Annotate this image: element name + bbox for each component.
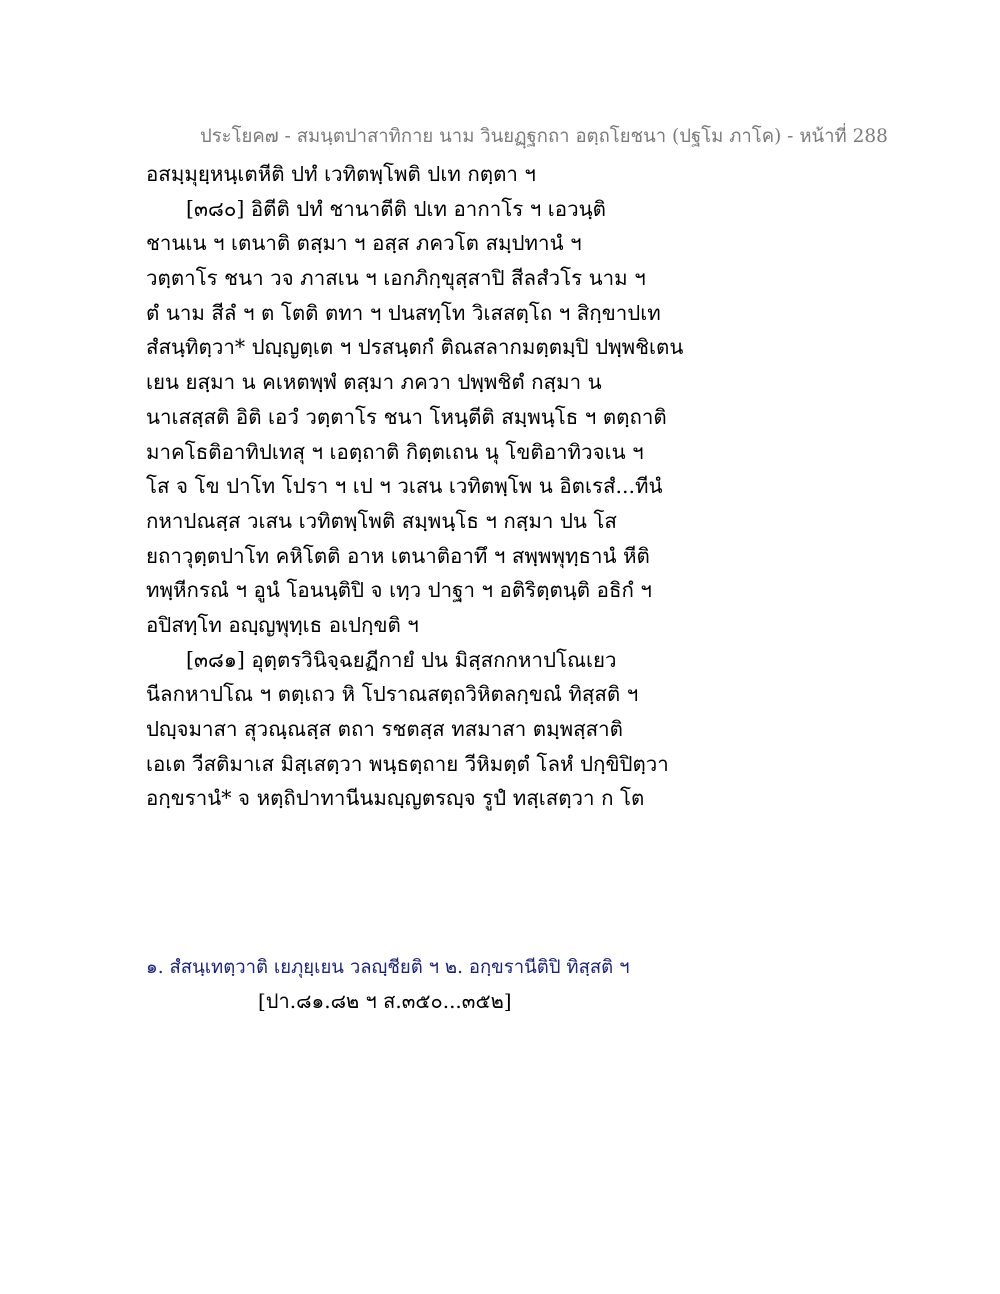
body-line: อกฺขรานํ* จ หตฺถิปาทานีนมญฺญตรญฺจ รูปํ ทสฺเสตฺวา ก โต [146, 786, 645, 811]
footnote-line: ๑. สํสนฺเทตฺวาติ เยภุยฺเยน วลญฺชียติ ฯ ๒. อกฺขรานีติปิ ทิสฺสติ ฯ [146, 957, 630, 978]
body-line-paragraph-start: [๓๘๐] อิตีติ ปทํ ชานาตีติ ปเท อากาโร ฯ เอวนฺติ [186, 196, 606, 221]
page-reference: [ปา.๘๑.๘๒ ฯ ส.๓๕๐...๓๕๒] [258, 989, 512, 1013]
body-line: โส จ โข ปาโท โปรา ฯ เป ฯ วเสน เวทิตพฺโพ น อิตเรสํ...ทีนํ [146, 474, 663, 499]
body-line: อสมฺมุยฺหนฺเตหีติ ปทํ เวทิตพฺโพติ ปเท กตฺตา ฯ [146, 162, 536, 186]
body-line: ทพฺหีกรณํ ฯ อูนํ โอนนฺติปิ จ เทฺว ปาฐา ฯ อติริตฺตนฺติ อธิกํ ฯ [146, 578, 652, 603]
body-line: เอเต วีสติมาเส มิสฺเสตฺวา พนฺธตฺถาย วีหิมตฺตํ โลหํ ปกฺขิปิตฺวา [146, 751, 669, 776]
body-text [146, 157, 966, 816]
body-line: สํสนฺทิตฺวา* ปญฺญตฺเต ฯ ปรสนฺตกํ ติณสลากมตฺตมฺปิ ปพฺพชิเตน [146, 335, 684, 360]
body-line: มาคโธติอาทิปเทสุ ฯ เอตฺถาติ กิตฺตเถน นุ โขติอาทิวจเน ฯ [146, 439, 644, 464]
body-line: ชานเน ฯ เตนาติ ตสฺมา ฯ อสฺส ภควโต สมฺปทานํ ฯ [146, 231, 582, 256]
body-line: วตฺตาโร ชนา วจ ภาสเน ฯ เอกภิกฺขุสฺสาปิ สีลสํวโร นาม ฯ [146, 266, 646, 291]
body-line: ปญฺจมาสา สุวณฺณสฺส ตถา รชตสฺส ทสมาสา ตมฺพสฺสาติ [146, 717, 623, 741]
page-header: ประโยค๗ - สมนฺตปาสาทิกาย นาม วินยฏฺฐกถา อตฺถโยชนา (ปฐโม ภาโค) - หน้าที่ 288 [200, 126, 888, 147]
body-line: ยถาวุตฺตปาโท คหิโตติ อาห เตนาติอาทึ ฯ สพฺพพุทฺธานํ หีติ [146, 543, 650, 568]
body-line: อปิสทฺโท อญฺญพุทฺเธ อเปกฺขติ ฯ [146, 612, 419, 637]
footnotes [146, 952, 966, 984]
body-line: นีลกหาปโณ ฯ ตตฺเถว หิ โปราณสตฺถวิหิตลกฺขณํ ทิสฺสติ ฯ [146, 682, 639, 707]
body-line: ตํ นาม สีลํ ฯ ต โตติ ตทา ฯ ปนสทฺโท วิเสสตฺโถ ฯ สิกฺขาปเท [146, 300, 661, 325]
body-line-paragraph-start: [๓๘๑] อุตฺตรวินิจฺฉยฏีกายํ ปน มิสฺสกกหาปโณเยว [186, 647, 617, 672]
body-line: เยน ยสฺมา น คเหตพฺพํ ตสฺมา ภควา ปพฺพชิตํ กสฺมา น [146, 370, 602, 395]
body-line: กหาปณสฺส วเสน เวทิตพฺโพติ สมฺพนฺโธ ฯ กสฺมา ปน โส [146, 508, 617, 533]
body-line: นาเสสฺสติ อิติ เอวํ วตฺตาโร ชนา โหนฺตีติ สมฺพนฺโธ ฯ ตตฺถาติ [146, 404, 667, 429]
